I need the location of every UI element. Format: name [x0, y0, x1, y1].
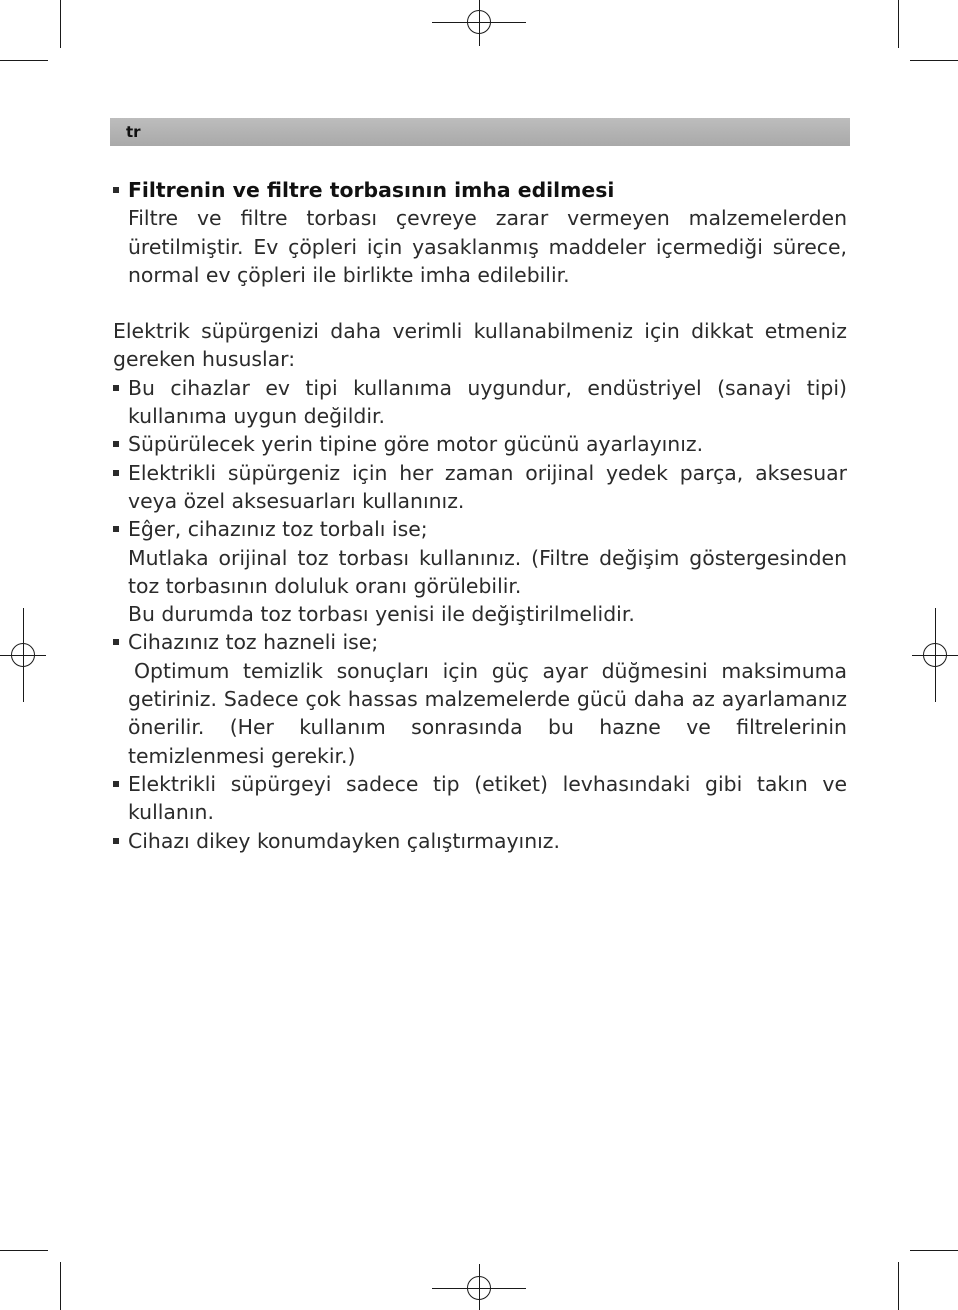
list-item-text: Bu durumda toz torbası yenisi ile değiştirilmelidir. [128, 602, 635, 627]
list-item: Bu cihazlar ev tipi kullanıma uygundur, endüstriyel (sanayi tipi) kullanıma uygun değildir. [113, 374, 847, 431]
crop-mark [910, 1250, 958, 1251]
document-body [113, 176, 847, 855]
list-item [113, 515, 847, 628]
spacer [113, 289, 847, 317]
crop-mark [910, 60, 958, 61]
registration-circle-icon [467, 1276, 491, 1300]
section-heading: Filtrenin ve filtre torbasının imha edilmesi [113, 176, 847, 204]
list-item-title: Cihazınız toz hazneli ise; [128, 630, 379, 655]
crop-mark [898, 0, 899, 48]
list-item-text: Mutlaka orijinal toz torbası kullanınız. (Filtre değişim göstergesinden toz torbasının doluluk oranı görülebilir. [128, 545, 847, 598]
list-item: Süpürülecek yerin tipine göre motor gücünü ayarlayınız. [113, 430, 847, 458]
section-body [113, 204, 847, 289]
intro-paragraph: Elektrik süpürgenizi daha verimli kullanabilmeniz için dikkat etmeniz gereken hususlar: [113, 319, 847, 372]
crop-mark [0, 1250, 48, 1251]
list-item [113, 628, 847, 769]
crop-mark [60, 1262, 61, 1310]
crop-mark [0, 60, 48, 61]
registration-circle-icon [11, 643, 35, 667]
list-item: Elektrikli süpürgeniz için her zaman orijinal yedek parça, aksesuar veya özel aksesuarları kullanınız. [113, 459, 847, 516]
registration-circle-icon [923, 643, 947, 667]
list-item: Elektrikli süpürgeyi sadece tip (etiket) levhasındaki gibi takın ve kullanın. [113, 770, 847, 827]
crop-mark [60, 0, 61, 48]
list-item-text: Optimum temizlik sonuçları için güç ayar düğmesini maksimuma getiriniz. Sadece çok hassas malzemelerde gücü daha az ayarlamanız önerilir. (Her kullanım sonrasında bu hazne ve filtrelerinin temizlenmesi gerekir.) [128, 658, 847, 768]
language-header-bar [110, 118, 850, 146]
language-code: tr [126, 123, 141, 141]
crop-mark [898, 1262, 899, 1310]
registration-circle-icon [467, 10, 491, 34]
list-item-title: Eĝer, cihazınız toz torbalı ise; [128, 517, 428, 542]
list-item: Cihazı dikey konumdayken çalıştırmayınız. [113, 827, 847, 855]
section-body-text: Filtre ve filtre torbası çevreye zarar vermeyen malzemelerden üretilmiştir. Ev çöpleri için yasaklanmış maddeler içermediği sürece, normal ev çöpleri ile birlikte imha edilebilir. [128, 206, 847, 287]
